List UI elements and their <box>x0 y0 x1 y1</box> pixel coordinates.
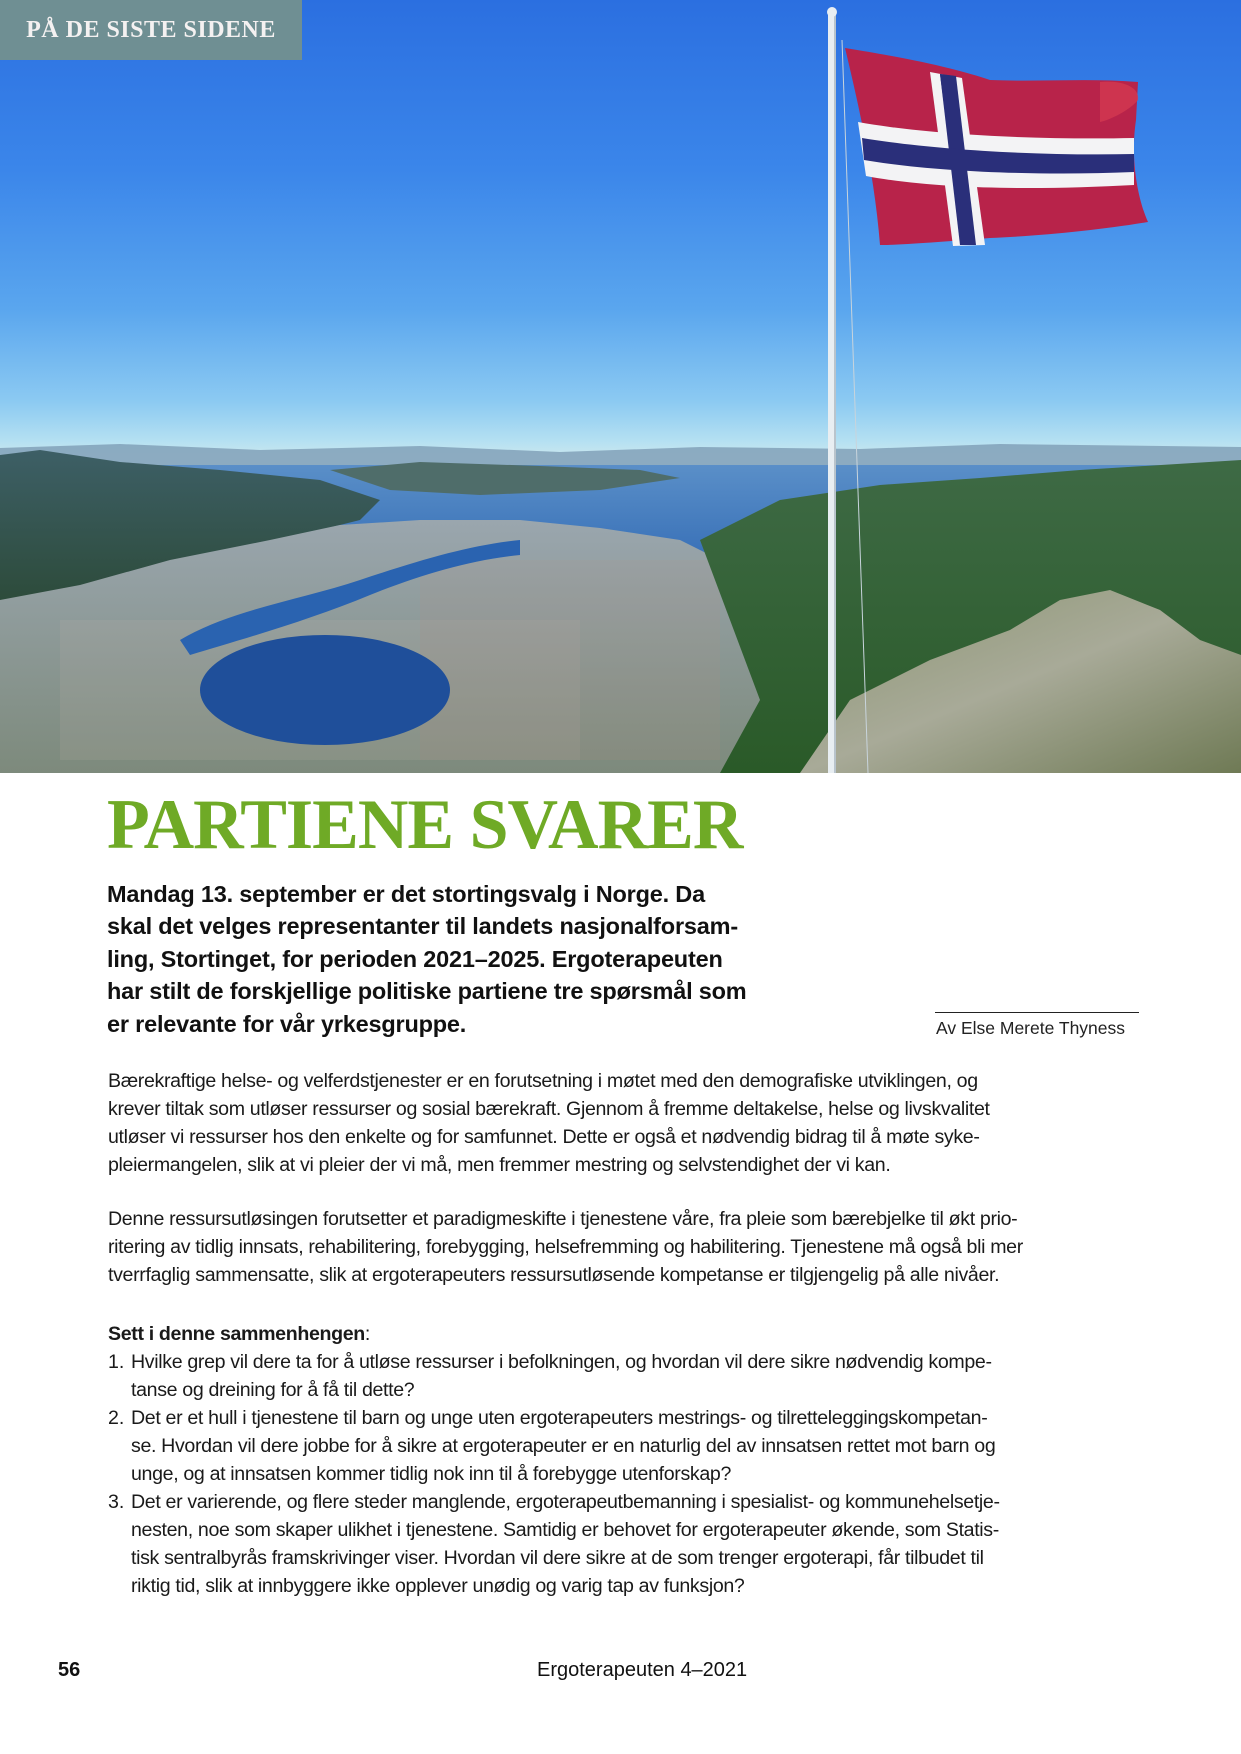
city-lake <box>200 635 450 745</box>
section-badge <box>0 0 302 60</box>
question-number: 2. <box>108 1407 125 1429</box>
body-line: Bærekraftige helse- og velferdstjenester er en forutsetning i møtet med den demografiske utviklingen, og <box>108 1070 978 1092</box>
article-title: PARTIENE SVARER <box>107 785 743 865</box>
body-line: ritering av tidlig innsats, rehabilitering, forebygging, helsefremming og habilitering. Tjenestene må også bli mer <box>108 1236 1023 1258</box>
question-number: 3. <box>108 1491 125 1513</box>
body-paragraph-2 <box>108 1205 1158 1289</box>
lead-line: har stilt de forskjellige politiske partiene tre spørsmål som <box>107 978 747 1005</box>
question-line: tanse og dreining for å få til dette? <box>131 1379 415 1401</box>
questions-section <box>108 1320 1158 1600</box>
publication-footer: Ergoterapeuten 4–2021 <box>537 1659 748 1681</box>
questions-heading-colon: : <box>364 1323 371 1345</box>
body-line: krever tiltak som utløser ressurser og sosial bærekraft. Gjennom å fremme deltakelse, helse og livskvalitet <box>108 1098 990 1120</box>
lead-line: skal det velges representanter til landets nasjonalforsam- <box>107 913 738 940</box>
questions-heading <box>108 1320 1158 1348</box>
questions-heading-text: Sett i denne sammenhengen <box>108 1323 365 1345</box>
body-line: pleiermangelen, slik at vi pleier der vi må, men fremmer mestring og selvstendighet der vi kan. <box>108 1154 891 1176</box>
body-paragraph-1 <box>108 1067 1158 1179</box>
body-line: utløser vi ressurser hos den enkelte og for samfunnet. Dette er også et nødvendig bidrag til å møte syke- <box>108 1126 980 1148</box>
question-line: nesten, noe som skaper ulikhet i tjenestene. Samtidig er behovet for ergoterapeuter økende, som Statis- <box>131 1519 999 1541</box>
question-line: Det er et hull i tjenestene til barn og unge uten ergoterapeuters mestrings- og tilretteleggingskompetan- <box>131 1407 988 1429</box>
question-line: tisk sentralbyrås framskrivinger viser. Hvordan vil dere sikre at de som trenger ergoterapi, får tilbudet til <box>131 1547 984 1569</box>
lead-line: Mandag 13. september er det stortingsvalg i Norge. Da <box>107 881 705 907</box>
question-line: riktig tid, slik at innbyggere ikke opplever unødig og varig tap av funksjon? <box>131 1575 745 1597</box>
byline: Av Else Merete Thyness <box>936 1018 1126 1038</box>
bergen-landscape-illustration <box>0 0 1241 773</box>
question-line: Det er varierende, og flere steder manglende, ergoterapeutbemanning i spesialist- og kommunehelsetje- <box>131 1491 1000 1513</box>
question-item-2 <box>108 1404 1158 1488</box>
question-line: Hvilke grep vil dere ta for å utløse ressurser i befolkningen, og hvordan vil dere sikre nødvendig kompe- <box>131 1351 992 1373</box>
norwegian-flag-icon <box>845 48 1148 246</box>
section-badge-label: PÅ DE SISTE SIDENE <box>26 16 276 43</box>
body-line: tverrfaglig sammensatte, slik at ergoterapeuters ressursutløsende kompetanse er tilgjengelig på alle nivåer. <box>108 1264 1000 1286</box>
question-number: 1. <box>108 1351 125 1373</box>
question-line: unge, og at innsatsen kommer tidlig nok inn til å forebygge utenforskap? <box>131 1463 732 1485</box>
page-number: 56 <box>58 1659 81 1681</box>
lead-line: er relevante for vår yrkesgruppe. <box>107 1010 467 1037</box>
question-line: se. Hvordan vil dere jobbe for å sikre at ergoterapeuter er en naturlig del av innsatsen rettet mot barn og <box>131 1435 996 1457</box>
question-item-3 <box>108 1488 1158 1600</box>
hero-photo <box>0 0 1241 773</box>
body-line: Denne ressursutløsingen forutsetter et paradigmeskifte i tjenestene våre, fra pleie som bærebjelke til økt prio- <box>108 1208 1018 1230</box>
lead-line: ling, Stortinget, for perioden 2021–2025. Ergoterapeuten <box>107 945 723 972</box>
article-lead <box>107 878 807 1040</box>
question-item-1 <box>108 1348 1158 1404</box>
byline-divider <box>935 1012 1139 1013</box>
